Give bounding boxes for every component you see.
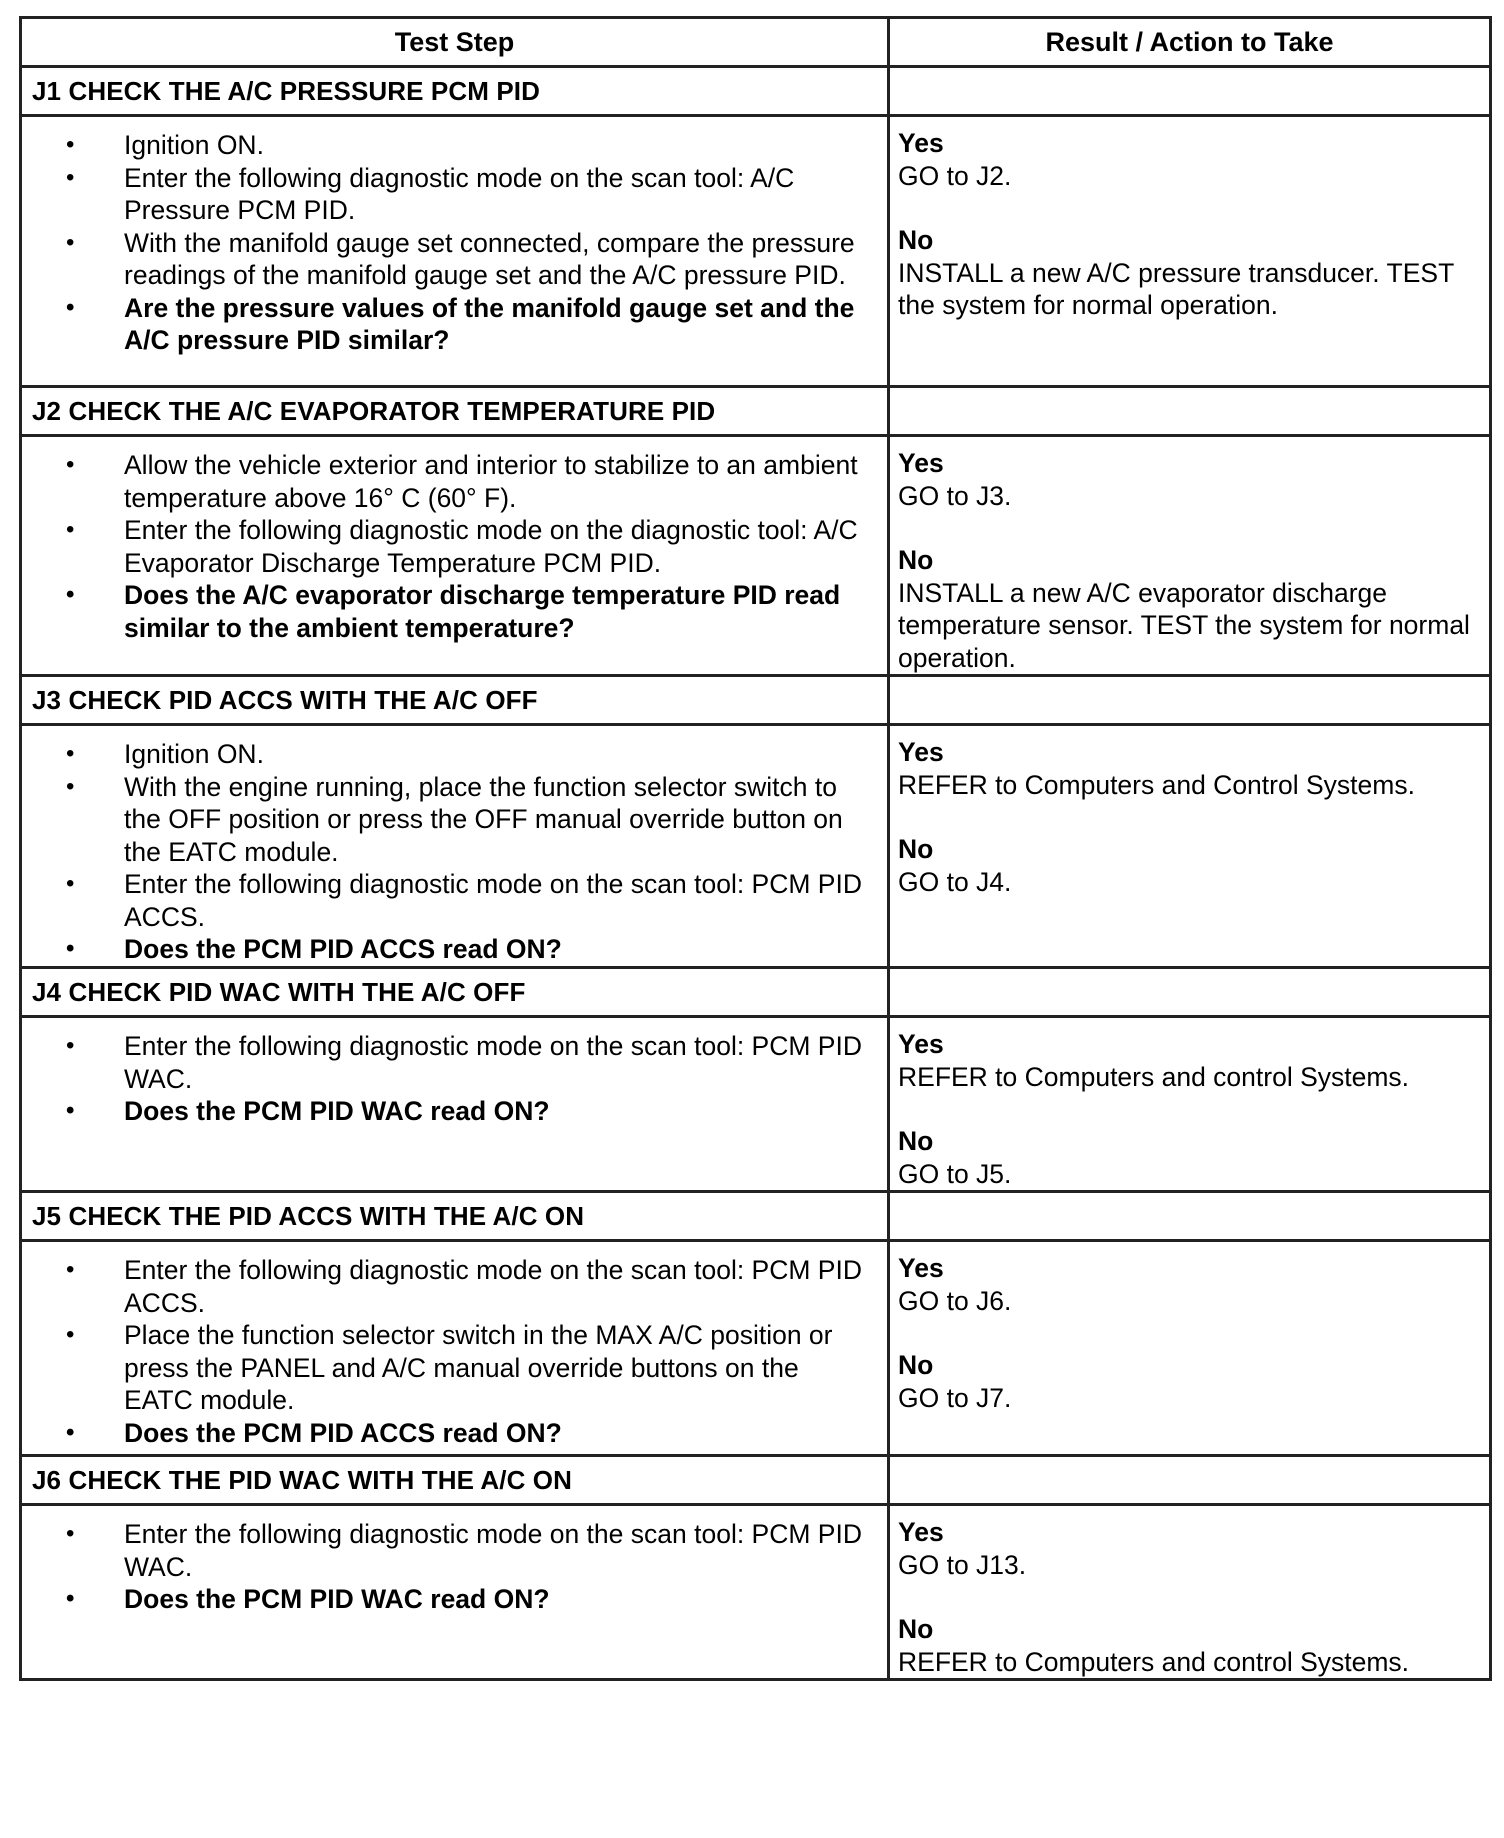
step-question: • Does the A/C evaporator discharge temperature PID read similar to the ambient temperature?	[22, 579, 867, 644]
step-list	[22, 1018, 887, 1128]
step-instructions	[21, 1017, 889, 1192]
step-question: • Are the pressure values of the manifold gauge set and the A/C pressure PID similar?	[22, 292, 867, 357]
step-item: • Ignition ON.	[22, 738, 867, 771]
step-result	[889, 1017, 1491, 1192]
step-body-row	[21, 1505, 1491, 1680]
yes-label: Yes	[898, 448, 944, 478]
step-title: J3 CHECK PID ACCS WITH THE A/C OFF	[21, 676, 889, 725]
yes-label: Yes	[898, 1253, 944, 1283]
yes-action: REFER to Computers and Control Systems.	[898, 769, 1415, 800]
step-body-row	[21, 116, 1491, 387]
step-title: J4 CHECK PID WAC WITH THE A/C OFF	[21, 968, 889, 1017]
no-label: No	[898, 1614, 934, 1644]
step-body-row	[21, 725, 1491, 968]
no-action: GO to J5.	[898, 1158, 1012, 1189]
no-action: GO to J7.	[898, 1382, 1012, 1413]
result-block	[890, 117, 1489, 322]
yes-action: REFER to Computers and control Systems.	[898, 1061, 1410, 1092]
step-item: • Enter the following diagnostic mode on the scan tool: PCM PID ACCS.	[22, 868, 867, 933]
step-title-row	[21, 67, 1491, 116]
result-block	[890, 1242, 1489, 1414]
step-title-row	[21, 387, 1491, 436]
step-title-blank	[889, 1456, 1491, 1505]
result-spacer	[898, 1093, 1481, 1125]
step-item: • With the manifold gauge set connected, compare the pressure readings of the manifold gauge set and the A/C pressure PID.	[22, 227, 867, 292]
yes-action: GO to J13.	[898, 1549, 1027, 1580]
step-item: • Enter the following diagnostic mode on the scan tool: PCM PID WAC.	[22, 1518, 867, 1583]
yes-label: Yes	[898, 128, 944, 158]
no-action: GO to J4.	[898, 866, 1012, 897]
step-body-row	[21, 1017, 1491, 1192]
diagnostic-table	[19, 16, 1492, 1681]
step-result	[889, 116, 1491, 387]
step-instructions	[21, 436, 889, 676]
step-result	[889, 1241, 1491, 1456]
step-title-blank	[889, 387, 1491, 436]
no-label: No	[898, 1126, 934, 1156]
result-spacer	[898, 1317, 1481, 1349]
result-block	[890, 437, 1489, 674]
result-spacer	[898, 512, 1481, 544]
step-title-row	[21, 1192, 1491, 1241]
table-body	[21, 67, 1491, 1680]
no-action: INSTALL a new A/C evaporator discharge temperature sensor. TEST the system for normal operation.	[898, 577, 1470, 673]
step-title-blank	[889, 1192, 1491, 1241]
step-title: J6 CHECK THE PID WAC WITH THE A/C ON	[21, 1456, 889, 1505]
no-label: No	[898, 834, 934, 864]
step-title: J1 CHECK THE A/C PRESSURE PCM PID	[21, 67, 889, 116]
result-block	[890, 1506, 1489, 1678]
result-spacer	[898, 192, 1481, 224]
column-header-test-step: Test Step	[21, 18, 889, 67]
step-title-blank	[889, 67, 1491, 116]
step-question: • Does the PCM PID WAC read ON?	[22, 1583, 867, 1616]
column-header-result: Result / Action to Take	[889, 18, 1491, 67]
step-item: • Allow the vehicle exterior and interior to stabilize to an ambient temperature above 16° C (60° F).	[22, 449, 867, 514]
result-spacer	[898, 801, 1481, 833]
step-item: • Enter the following diagnostic mode on the scan tool: PCM PID WAC.	[22, 1030, 867, 1095]
yes-action: GO to J6.	[898, 1285, 1012, 1316]
no-label: No	[898, 545, 934, 575]
step-title: J2 CHECK THE A/C EVAPORATOR TEMPERATURE PID	[21, 387, 889, 436]
step-item: • Enter the following diagnostic mode on the scan tool: PCM PID ACCS.	[22, 1254, 867, 1319]
step-list	[22, 726, 887, 966]
step-question: • Does the PCM PID ACCS read ON?	[22, 1417, 867, 1450]
no-action: REFER to Computers and control Systems.	[898, 1646, 1410, 1677]
step-result	[889, 1505, 1491, 1680]
step-list	[22, 117, 887, 357]
step-instructions	[21, 1505, 889, 1680]
yes-label: Yes	[898, 1517, 944, 1547]
step-body-row	[21, 1241, 1491, 1456]
step-item: • Enter the following diagnostic mode on the diagnostic tool: A/C Evaporator Discharge Temperature PCM PID.	[22, 514, 867, 579]
step-question: • Does the PCM PID ACCS read ON?	[22, 933, 867, 966]
step-result	[889, 436, 1491, 676]
step-result	[889, 725, 1491, 968]
step-instructions	[21, 725, 889, 968]
step-title: J5 CHECK THE PID ACCS WITH THE A/C ON	[21, 1192, 889, 1241]
step-title-row	[21, 968, 1491, 1017]
no-label: No	[898, 225, 934, 255]
step-list	[22, 1242, 887, 1449]
yes-label: Yes	[898, 1029, 944, 1059]
step-instructions	[21, 1241, 889, 1456]
step-list	[22, 437, 887, 644]
step-body-row	[21, 436, 1491, 676]
step-list	[22, 1506, 887, 1616]
step-title-row	[21, 1456, 1491, 1505]
yes-action: GO to J2.	[898, 160, 1012, 191]
result-spacer	[898, 1581, 1481, 1613]
step-item: • Place the function selector switch in the MAX A/C position or press the PANEL and A/C manual override buttons on the EATC module.	[22, 1319, 867, 1417]
result-block	[890, 1018, 1489, 1190]
step-title-blank	[889, 676, 1491, 725]
yes-action: GO to J3.	[898, 480, 1012, 511]
no-label: No	[898, 1350, 934, 1380]
step-item: • Enter the following diagnostic mode on the scan tool: A/C Pressure PCM PID.	[22, 162, 867, 227]
step-item: • With the engine running, place the function selector switch to the OFF position or press the OFF manual override button on the EATC module.	[22, 771, 867, 869]
step-item: • Ignition ON.	[22, 129, 867, 162]
step-question: • Does the PCM PID WAC read ON?	[22, 1095, 867, 1128]
step-title-blank	[889, 968, 1491, 1017]
yes-label: Yes	[898, 737, 944, 767]
no-action: INSTALL a new A/C pressure transducer. TEST the system for normal operation.	[898, 257, 1454, 320]
step-instructions	[21, 116, 889, 387]
table-header-row	[21, 18, 1491, 67]
result-block	[890, 726, 1489, 898]
step-title-row	[21, 676, 1491, 725]
